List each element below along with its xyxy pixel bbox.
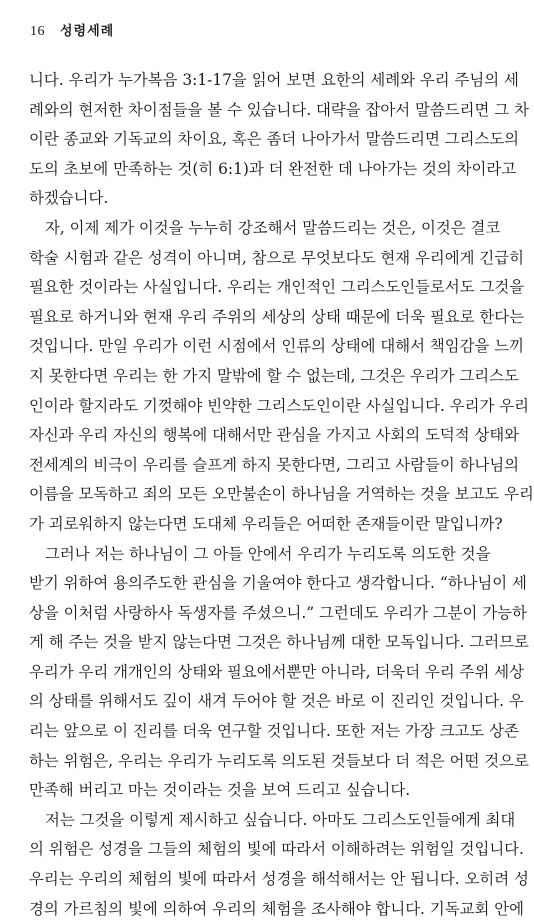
text-line: 게 해 주는 것을 받지 않는다면 그것은 하나님께 대한 모독입니다. 그러므로 — [29, 633, 529, 652]
body-text — [29, 66, 534, 924]
text-line: 자, 이제 제가 이것을 누누히 강조해서 말씀드리는 것은, 이것은 결코 — [45, 218, 501, 237]
text-line: 의 위험은 성경을 그들의 체험의 빛에 따라서 이해하려는 위험일 것입니다. — [29, 840, 524, 859]
text-line: 하겠습니다. — [29, 189, 109, 208]
text-line: 이름을 모독하고 죄의 모든 오만불손이 하나님을 거역하는 것을 보고도 우리 — [29, 485, 534, 504]
text-line: 지 못한다면 우리는 한 가지 말밖에 할 수 없는데, 그것은 우리가 그리스도 — [29, 366, 519, 385]
text-line: 저는 그것을 이렇게 제시하고 싶습니다. 아마도 그리스도인들에게 최대 — [45, 810, 516, 829]
running-title: 성령세례 — [59, 24, 115, 39]
text-line: 이란 종교와 기독교의 차이요, 혹은 좀더 나아가서 말씀드리면 그리스도의 — [29, 130, 520, 149]
page-number: 16 — [30, 24, 45, 39]
text-line: 례와의 현저한 차이점들을 볼 수 있습니다. 대략을 잡아서 말씀드리면 그 차 — [29, 100, 529, 119]
text-line: 자신과 우리 자신의 행복에 대해서만 관심을 가지고 사회의 도덕적 상태와 — [29, 426, 520, 445]
text-line: 상을 이처럼 사랑하사 독생자를 주셨으니.” 그런데도 우리가 그분이 가능하 — [29, 603, 527, 622]
text-line: 것입니다. 만일 우리가 이런 시점에서 인류의 상태에 대해서 책임감을 느끼 — [29, 337, 524, 356]
text-line: 필요로 하거니와 현재 우리 주위의 세상의 상태 때문에 더욱 필요로 한다는 — [29, 307, 524, 326]
text-line: 우리는 우리의 체험의 빛에 따라서 성경을 해석해서는 안 됩니다. 오히려 성 — [29, 870, 529, 889]
text-line: 그러나 저는 하나님이 그 아들 안에서 우리가 누리도록 의도한 것을 — [45, 544, 491, 563]
text-line: 받기 위하여 용의주도한 관심을 기울여야 한다고 생각합니다. “하나님이 세 — [29, 574, 527, 593]
text-line: 만족해 버리고 마는 것이라는 것을 보여 드리고 싶습니다. — [29, 781, 411, 800]
text-line: 필요한 것이라는 사실입니다. 우리는 개인적인 그리스도인들로서도 그것을 — [29, 278, 525, 297]
text-line: 학술 시험과 같은 성격이 아니며, 참으로 무엇보다도 현재 우리에게 긴급히 — [29, 248, 524, 267]
text-line: 하는 위험은, 우리는 우리가 누리도록 의도된 것들보다 더 적은 어떤 것으로 — [29, 751, 529, 770]
page-header — [30, 22, 114, 41]
text-line: 리는 앞으로 이 진리를 더욱 연구할 것입니다. 또한 저는 가장 크고도 상존 — [29, 722, 519, 741]
text-line: 가 괴로워하지 않는다면 도대체 우리들은 어떠한 존재들이란 말입니까? — [29, 514, 503, 533]
text-line: 전세계의 비극이 우리를 슬프게 하지 못한다면, 그리고 사람들이 하나님의 — [29, 455, 520, 474]
text-line: 경의 가르침의 빛에 의하여 우리의 체험을 조사해야 합니다. 기독교회 안에 — [29, 899, 524, 918]
text-line: 의 상태를 위해서도 깊이 새겨 두어야 할 것은 바로 이 진리인 것입니다. 우 — [29, 692, 524, 711]
text-line: 우리가 우리 개개인의 상태와 필요에서뿐만 아니라, 더욱더 우리 주위 세상 — [29, 662, 524, 681]
text-line: 니다. 우리가 누가복음 3:1-17을 읽어 보면 요한의 세례와 우리 주님의 세 — [29, 71, 519, 89]
text-line: 도의 초보에 만족하는 것(히 6:1)과 더 완전한 데 나아가는 것의 차이라고 — [29, 159, 517, 178]
text-line: 인이라 할지라도 기껏해야 빈약한 그리스도인이란 사실입니다. 우리가 우리 — [29, 396, 530, 415]
